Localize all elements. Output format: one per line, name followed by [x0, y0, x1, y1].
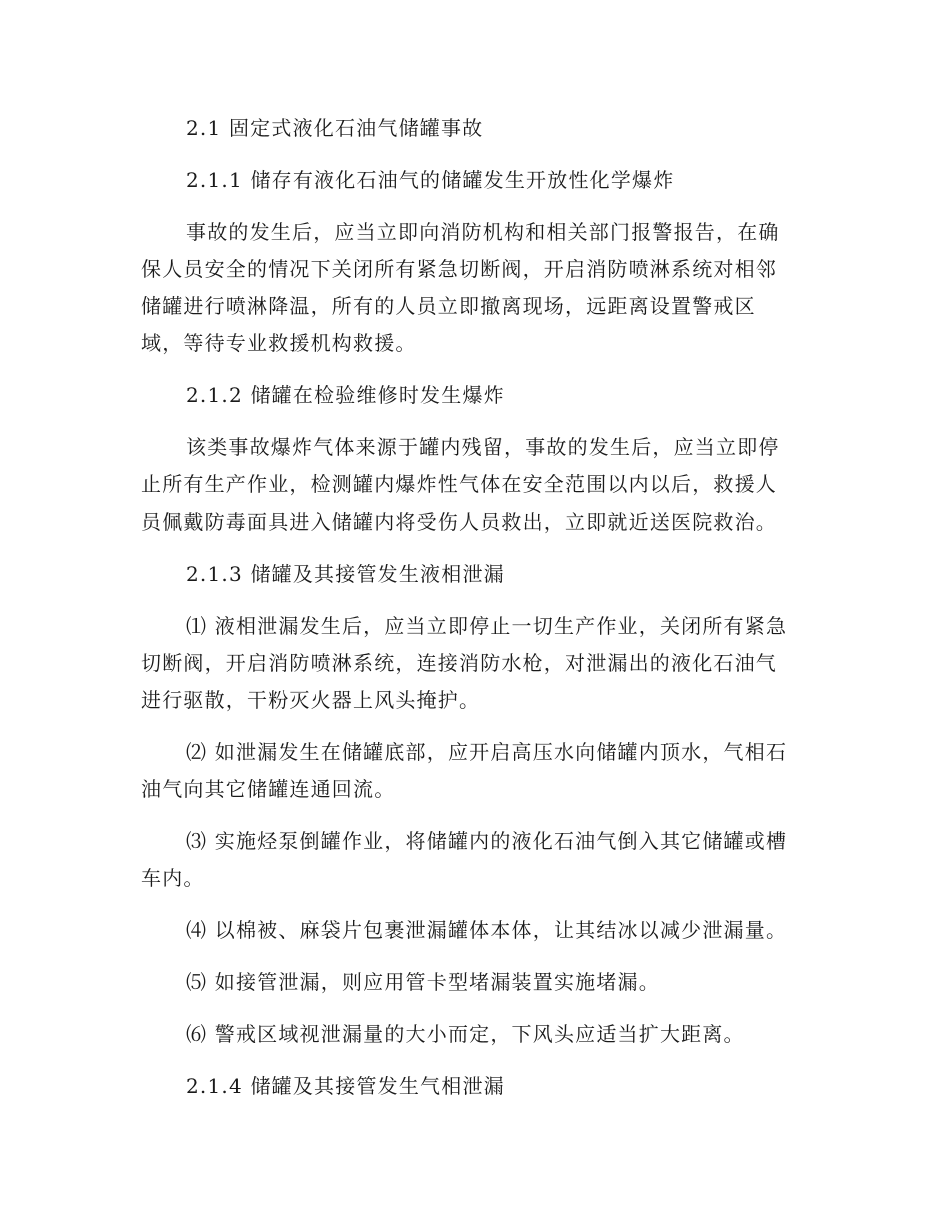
list-item-1-line: 进行驱散，干粉灭火器上风头掩护。: [141, 688, 481, 712]
list-item-3-line: ⑶ 实施烃泵倒罐作业，将储罐内的液化石油气倒入其它储罐或槽: [186, 829, 788, 853]
paragraph-line: 保人员安全的情况下关闭所有紧急切断阀，开启消防喷淋系统对相邻: [141, 257, 777, 281]
heading-2-1-2: 2.1.2 储罐在检验维修时发生爆炸: [186, 383, 505, 407]
list-item-2-line: 油气向其它储罐连通回流。: [141, 777, 396, 801]
list-item-3-line: 车内。: [141, 866, 205, 890]
heading-2-1-4: 2.1.4 储罐及其接管发生气相泄漏: [186, 1074, 505, 1098]
paragraph-line: 止所有生产作业，检测罐内爆炸性气体在安全范围以内以后，救援人: [141, 472, 777, 496]
paragraph-line: 域，等待专业救援机构救援。: [141, 331, 417, 355]
paragraph-line: 事故的发生后，应当立即向消防机构和相关部门报警报告，在确: [186, 220, 780, 244]
paragraph-line: 员佩戴防毒面具进入储罐内将受伤人员救出，立即就近送医院救治。: [141, 510, 777, 534]
paragraph-line: 储罐进行喷淋降温，所有的人员立即撤离现场，远距离设置警戒区: [141, 294, 756, 318]
list-item-1-line: 切断阀，开启消防喷淋系统，连接消防水枪，对泄漏出的液化石油气: [141, 651, 777, 675]
heading-2-1: 2.1 固定式液化石油气储罐事故: [186, 116, 484, 140]
list-item-5: ⑸ 如接管泄漏，则应用管卡型堵漏装置实施堵漏。: [186, 970, 660, 994]
list-item-2-line: ⑵ 如泄漏发生在储罐底部，应开启高压水向储罐内顶水，气相石: [186, 740, 788, 764]
list-item-6: ⑹ 警戒区域视泄漏量的大小而定，下风头应适当扩大距离。: [186, 1022, 745, 1046]
list-item-4: ⑷ 以棉被、麻袋片包裹泄漏罐体本体，让其结冰以减少泄漏量。: [186, 918, 788, 942]
heading-2-1-1: 2.1.1 储存有液化石油气的储罐发生开放性化学爆炸: [186, 168, 675, 192]
paragraph-line: 该类事故爆炸气体来源于罐内残留，事故的发生后，应当立即停: [186, 435, 780, 459]
heading-2-1-3: 2.1.3 储罐及其接管发生液相泄漏: [186, 562, 505, 586]
list-item-1-line: ⑴ 液相泄漏发生后，应当立即停止一切生产作业，关闭所有紧急: [186, 614, 788, 638]
